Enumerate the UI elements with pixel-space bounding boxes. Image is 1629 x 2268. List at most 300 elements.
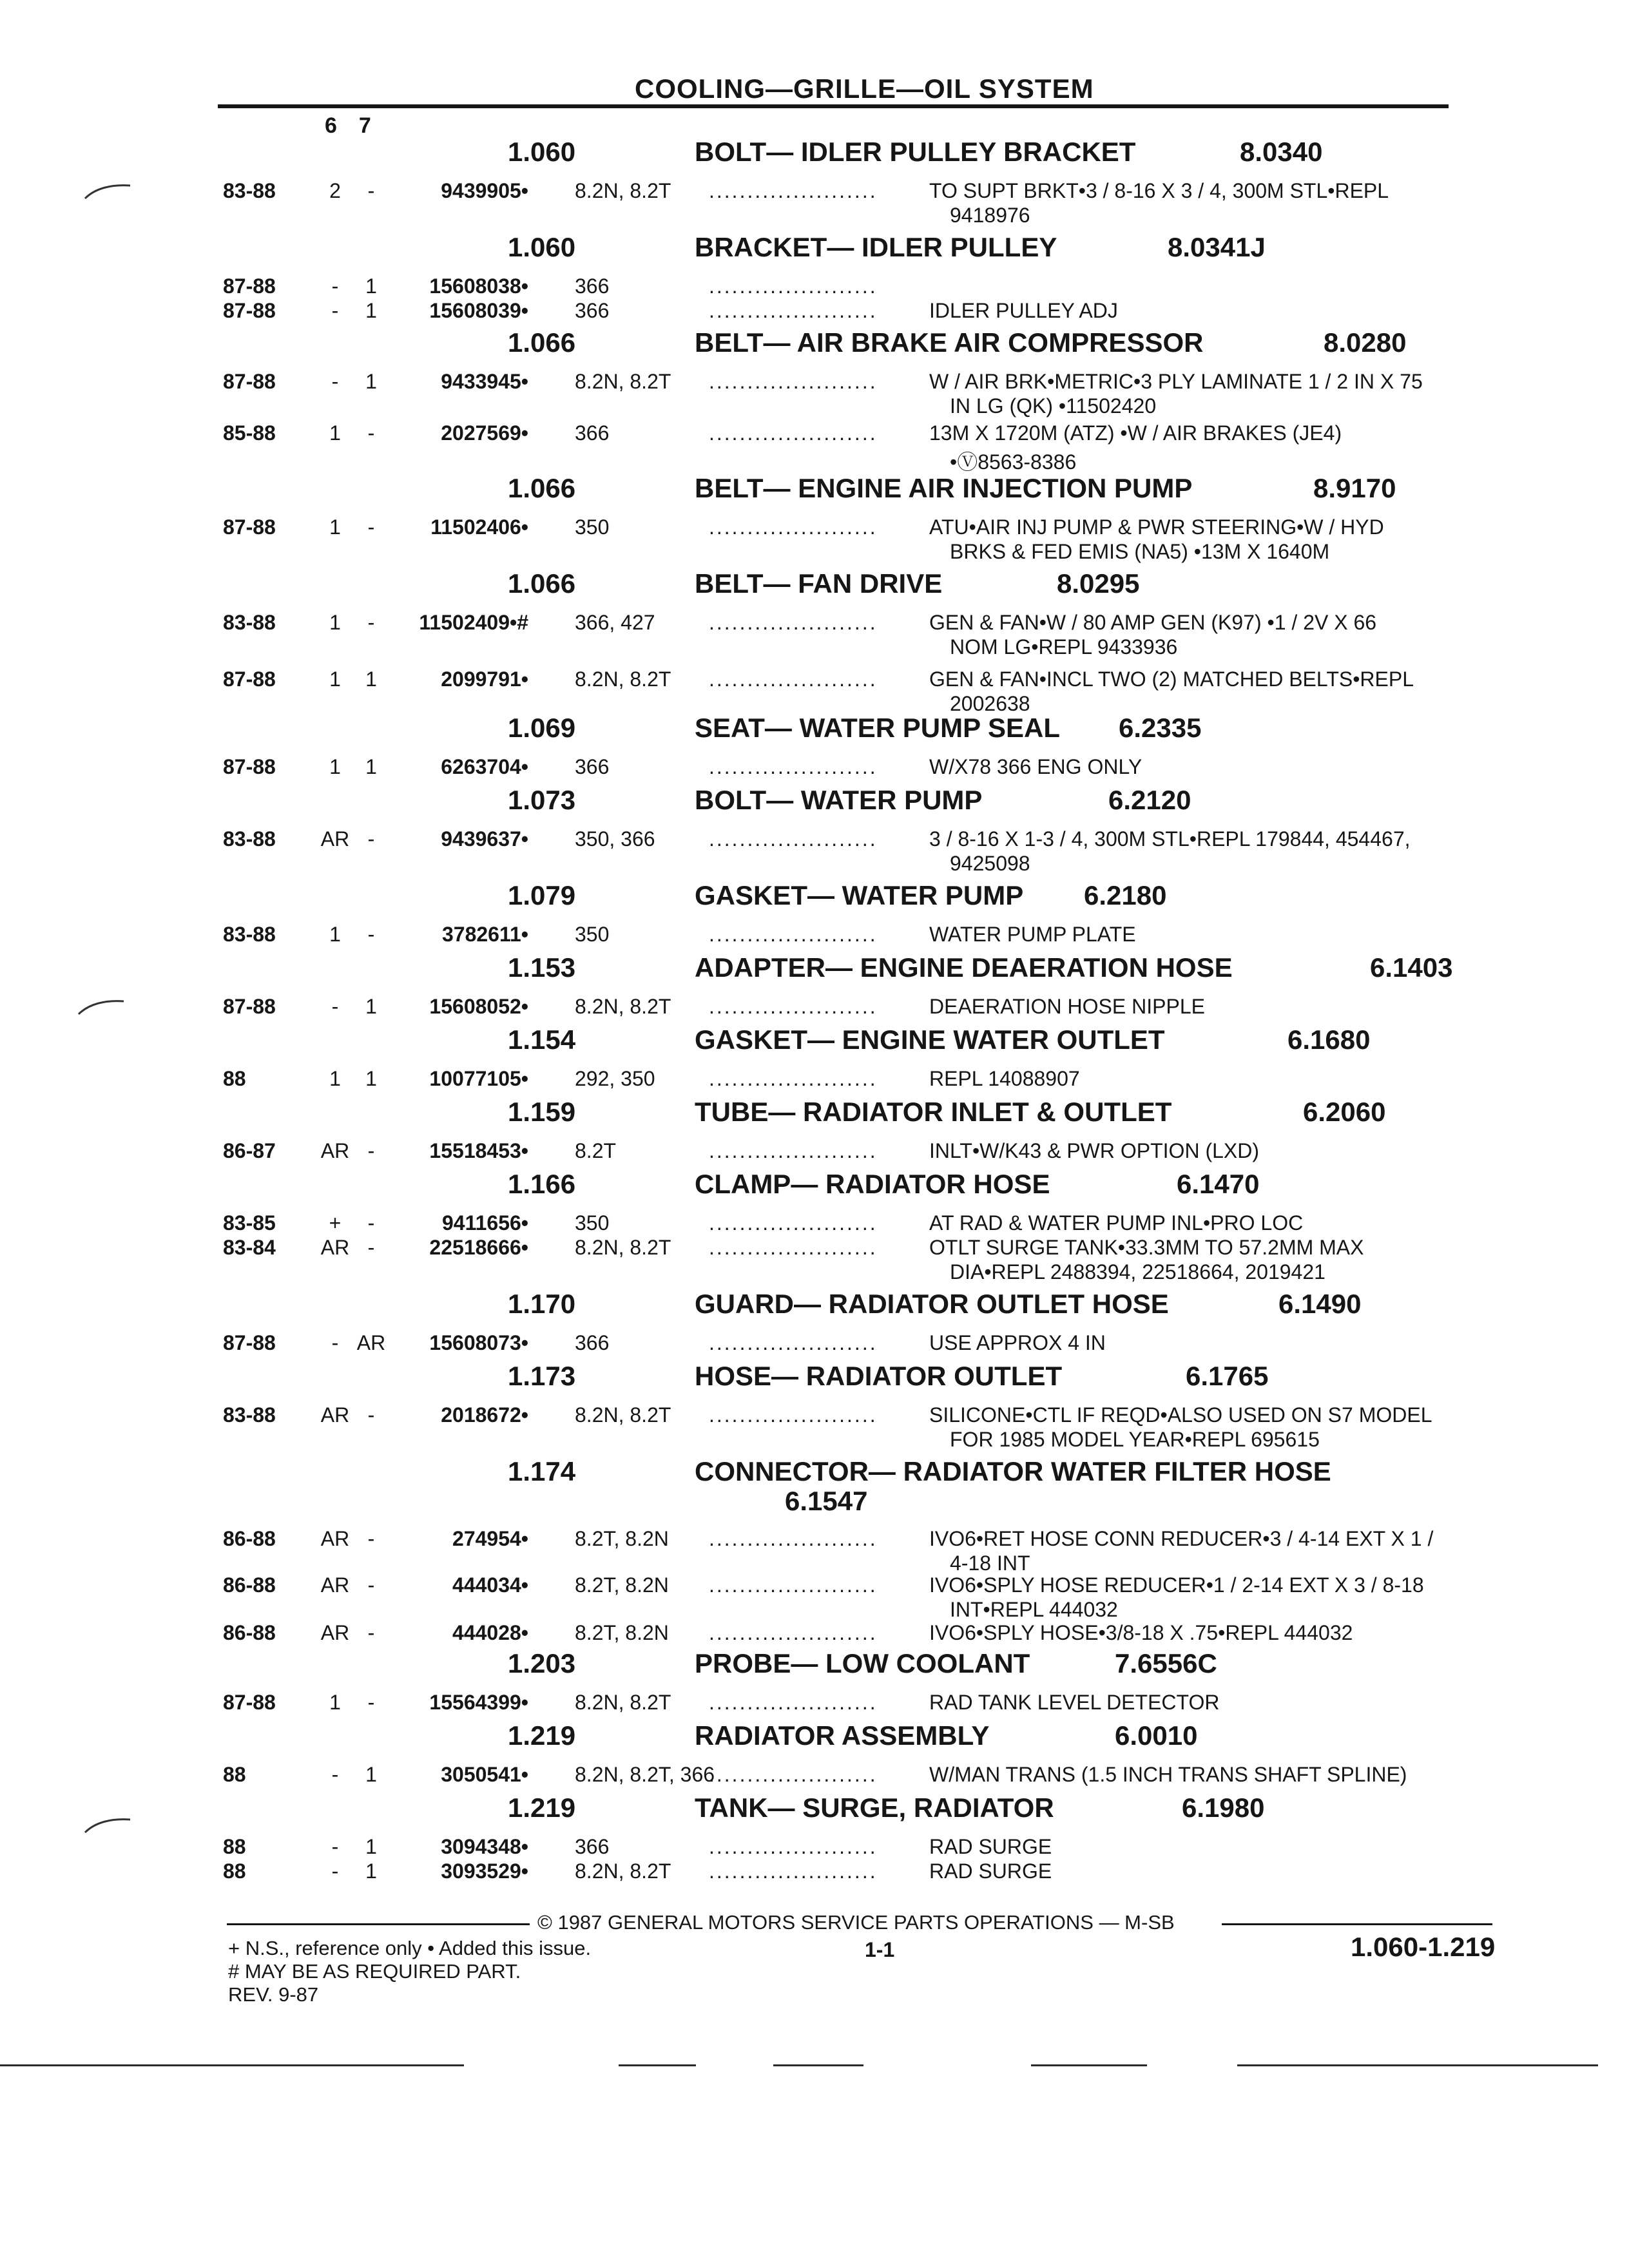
- part-group: [0, 568, 1629, 715]
- part-row: [0, 299, 1629, 323]
- part-number-value: 15518453: [429, 1139, 521, 1162]
- group-title: SEAT— WATER PUMP SEAL: [695, 713, 1061, 743]
- quantity-col-7: 1: [365, 1763, 377, 1786]
- quantity-col-6: 1: [329, 1691, 341, 1714]
- group-ref: 6.1680: [1287, 1024, 1371, 1055]
- part-row: [0, 1331, 1629, 1356]
- group-header: [0, 952, 1629, 986]
- part-number-value: 15564399: [429, 1691, 521, 1714]
- added-bullet: •: [521, 1211, 528, 1235]
- part-row: [0, 668, 1629, 715]
- added-bullet: •: [521, 1763, 528, 1786]
- group-ref: 6.2060: [1303, 1097, 1386, 1127]
- model-years: 83-88: [223, 611, 276, 634]
- leader-dots: ......................: [709, 515, 878, 539]
- quantity-col-6: 1: [329, 755, 341, 778]
- quantity-col-7: 1: [365, 755, 377, 778]
- description: RAD SURGE: [929, 1835, 1052, 1858]
- bottom-rule: [1237, 2064, 1598, 2066]
- part-row: [0, 1236, 1629, 1283]
- description: IVO6•SPLY HOSE REDUCER•1 / 2-14 EXT X 3 / 8-18: [929, 1573, 1424, 1597]
- part-number: [335, 923, 528, 947]
- model-years: 87-88: [223, 1691, 276, 1714]
- application: 366: [575, 421, 610, 445]
- application: 350: [575, 923, 610, 946]
- application: 8.2T: [575, 1139, 617, 1162]
- part-row: [0, 1139, 1629, 1164]
- application: 8.2N, 8.2T: [575, 1860, 671, 1883]
- group-ref: 6.0010: [1115, 1720, 1198, 1751]
- quantity-col-7: -: [367, 421, 375, 445]
- page-title: COOLING—GRILLE—OIL SYSTEM: [635, 73, 1094, 104]
- part-number-value: 3050541: [441, 1763, 521, 1786]
- application: 8.2N, 8.2T: [575, 1236, 671, 1259]
- quantity-col-7: AR: [356, 1331, 386, 1354]
- added-bullet: •: [521, 1527, 528, 1550]
- part-group: [0, 1024, 1629, 1090]
- model-years: 83-88: [223, 827, 276, 850]
- group-code: 1.079: [508, 880, 576, 910]
- part-number: [335, 1236, 528, 1260]
- part-number-value: 9411656: [441, 1211, 521, 1235]
- quantity-col-7: 1: [365, 299, 377, 322]
- description: IVO6•SPLY HOSE•3/8-18 X .75•REPL 444032: [929, 1621, 1353, 1644]
- quantity-col-7: -: [367, 1403, 375, 1427]
- part-group: [0, 1720, 1629, 1786]
- group-title: RADIATOR ASSEMBLY: [695, 1720, 990, 1751]
- part-number-value: 9439637: [441, 827, 521, 850]
- column-number-7: 7: [358, 113, 371, 138]
- copyright: © 1987 GENERAL MOTORS SERVICE PARTS OPERATIONS — M-SB: [537, 1911, 1175, 1934]
- part-number: [335, 668, 528, 691]
- group-ref: 6.2120: [1108, 785, 1191, 815]
- part-row: [0, 1527, 1629, 1575]
- model-years: 88: [223, 1763, 246, 1786]
- quantity-col-6: 1: [329, 923, 341, 946]
- group-title: GASKET— ENGINE WATER OUTLET: [695, 1024, 1165, 1055]
- part-row: [0, 1763, 1629, 1787]
- description-continued: 9418976: [950, 204, 1030, 227]
- quantity-col-6: 1: [329, 1067, 341, 1090]
- model-years: 83-85: [223, 1211, 276, 1235]
- leader-dots: ......................: [709, 1527, 878, 1550]
- leader-dots: ......................: [709, 611, 878, 634]
- quantity-col-6: 2: [329, 179, 341, 202]
- part-number: [335, 1067, 528, 1091]
- group-title: ADAPTER— ENGINE DEAERATION HOSE: [695, 952, 1233, 983]
- group-code: 1.170: [508, 1289, 576, 1319]
- group-title: HOSE— RADIATOR OUTLET: [695, 1361, 1063, 1391]
- added-bullet: •: [521, 515, 528, 539]
- quantity-col-7: 1: [365, 668, 377, 691]
- description: INLT•W/K43 & PWR OPTION (LXD): [929, 1139, 1259, 1162]
- quantity-col-6: AR: [320, 1527, 350, 1550]
- quantity-col-6: 1: [329, 421, 341, 445]
- leader-dots: ......................: [709, 179, 878, 202]
- part-group: [0, 1792, 1629, 1883]
- part-number-value: 11502406: [430, 515, 521, 539]
- leader-dots: ......................: [709, 1691, 878, 1714]
- page-number: 1-1: [865, 1938, 895, 1961]
- part-group: [0, 1456, 1629, 1644]
- quantity-col-6: -: [331, 299, 339, 322]
- quantity-col-6: AR: [320, 827, 350, 850]
- leader-dots: ......................: [709, 668, 878, 691]
- group-title: GUARD— RADIATOR OUTLET HOSE: [695, 1289, 1169, 1319]
- description: 3 / 8-16 X 1-3 / 4, 300M STL•REPL 179844, 454467,: [929, 827, 1411, 850]
- model-years: 83-84: [223, 1236, 276, 1259]
- leader-dots: ......................: [709, 274, 878, 298]
- part-number-value: 9433945: [441, 370, 521, 393]
- leader-dots: ......................: [709, 923, 878, 946]
- quantity-col-6: -: [331, 995, 339, 1018]
- group-header: [0, 1720, 1629, 1754]
- description-continued: 4-18 INT: [950, 1552, 1030, 1575]
- part-group: [0, 327, 1629, 474]
- part-number-value: 3094348: [441, 1835, 521, 1858]
- part-number-value: 444028: [452, 1621, 521, 1644]
- part-row: [0, 827, 1629, 875]
- description-continued: NOM LG•REPL 9433936: [950, 635, 1178, 658]
- group-code: 1.173: [508, 1361, 576, 1391]
- column-number-6: 6: [325, 113, 337, 138]
- quantity-col-7: 1: [365, 1860, 377, 1883]
- added-bullet: •: [521, 923, 528, 946]
- part-number: [335, 755, 528, 779]
- quantity-col-6: AR: [320, 1403, 350, 1427]
- group-ref: 8.0295: [1057, 568, 1140, 599]
- part-number: [335, 1573, 528, 1597]
- group-title: PROBE— LOW COOLANT: [695, 1648, 1030, 1678]
- group-ref: 6.1490: [1278, 1289, 1362, 1319]
- leader-dots: ......................: [709, 1835, 878, 1858]
- group-code: 1.073: [508, 785, 576, 815]
- group-header: [0, 1097, 1629, 1130]
- application: 8.2T, 8.2N: [575, 1621, 669, 1644]
- leader-dots: ......................: [709, 1573, 878, 1597]
- part-number-value: 3782611: [441, 923, 521, 946]
- part-row: [0, 1691, 1629, 1715]
- part-number: [335, 611, 528, 635]
- part-row: [0, 923, 1629, 947]
- part-row: [0, 995, 1629, 1019]
- description: IDLER PULLEY ADJ: [929, 299, 1118, 322]
- model-years: 86-87: [223, 1139, 276, 1162]
- part-number: [335, 1139, 528, 1163]
- group-ref: 6.2180: [1084, 880, 1167, 910]
- group-code: 1.066: [508, 473, 576, 503]
- model-years: 87-88: [223, 1331, 276, 1354]
- group-header: [0, 785, 1629, 818]
- part-number-value: 15608073: [429, 1331, 521, 1354]
- group-code: 1.166: [508, 1169, 576, 1199]
- quantity-col-7: -: [367, 827, 375, 850]
- description-continued: FOR 1985 MODEL YEAR•REPL 695615: [950, 1428, 1320, 1451]
- quantity-col-6: 1: [329, 668, 341, 691]
- part-number: [335, 274, 528, 298]
- part-group: [0, 880, 1629, 946]
- part-number-value: 2018672: [441, 1403, 521, 1427]
- application: 8.2N, 8.2T: [575, 179, 671, 202]
- leader-dots: ......................: [709, 1331, 878, 1354]
- group-ref: 6.2335: [1119, 713, 1202, 743]
- description: IVO6•RET HOSE CONN REDUCER•3 / 4-14 EXT X 1 /: [929, 1527, 1434, 1550]
- description: WATER PUMP PLATE: [929, 923, 1136, 946]
- part-number-value: 15608038: [429, 274, 521, 298]
- bottom-rule: [619, 2064, 696, 2066]
- quantity-col-7: -: [367, 1139, 375, 1162]
- part-number-value: 11502409•#: [419, 611, 528, 634]
- application: 292, 350: [575, 1067, 655, 1090]
- leader-dots: ......................: [709, 1860, 878, 1883]
- quantity-col-6: -: [331, 1835, 339, 1858]
- part-row: [0, 421, 1629, 474]
- group-ref: 7.6556C: [1115, 1648, 1217, 1678]
- quantity-col-7: -: [367, 515, 375, 539]
- description-continued: DIA•REPL 2488394, 22518664, 2019421: [950, 1260, 1325, 1283]
- group-ref: 8.0341J: [1168, 232, 1266, 262]
- quantity-col-6: 1: [329, 611, 341, 634]
- application: 350: [575, 1211, 610, 1235]
- group-header: [0, 713, 1629, 746]
- application: 8.2T, 8.2N: [575, 1527, 669, 1550]
- part-row: [0, 755, 1629, 780]
- group-code: 1.066: [508, 327, 576, 358]
- description: ATU•AIR INJ PUMP & PWR STEERING•W / HYD: [929, 515, 1384, 539]
- description: 13M X 1720M (ATZ) •W / AIR BRAKES (JE4): [929, 421, 1342, 445]
- application: 8.2N, 8.2T: [575, 995, 671, 1018]
- group-header: [0, 327, 1629, 361]
- part-row: [0, 611, 1629, 658]
- page-range: 1.060-1.219: [1351, 1932, 1496, 1962]
- part-number: [335, 1835, 528, 1859]
- part-number: [335, 1527, 528, 1551]
- leader-dots: ......................: [709, 827, 878, 850]
- group-header: [0, 1648, 1629, 1682]
- leader-dots: ......................: [709, 1763, 878, 1786]
- quantity-col-7: 1: [365, 1067, 377, 1090]
- quantity-col-7: 1: [365, 995, 377, 1018]
- part-number-value: 9439905: [441, 179, 521, 202]
- application: 8.2N, 8.2T: [575, 668, 671, 691]
- group-title: CLAMP— RADIATOR HOSE: [695, 1169, 1050, 1199]
- description-continued: INT•REPL 444032: [950, 1598, 1118, 1621]
- part-row: [0, 274, 1629, 299]
- part-number: [335, 299, 528, 323]
- leader-dots: ......................: [709, 421, 878, 445]
- description: OTLT SURGE TANK•33.3MM TO 57.2MM MAX: [929, 1236, 1364, 1259]
- description-continued: BRKS & FED EMIS (NA5) •13M X 1640M: [950, 540, 1330, 563]
- group-ref: 8.9170: [1313, 473, 1396, 503]
- quantity-col-6: -: [331, 1860, 339, 1883]
- part-number: [335, 1691, 528, 1715]
- quantity-col-7: -: [367, 1236, 375, 1259]
- part-row: [0, 1860, 1629, 1884]
- group-ref: 8.0340: [1240, 137, 1323, 167]
- part-row: [0, 1067, 1629, 1091]
- application: 366: [575, 299, 610, 322]
- model-years: 87-88: [223, 515, 276, 539]
- group-header: [0, 1289, 1629, 1322]
- part-number-value: 3093529: [441, 1860, 521, 1883]
- description: SILICONE•CTL IF REQD•ALSO USED ON S7 MODEL: [929, 1403, 1432, 1427]
- part-row: [0, 370, 1629, 418]
- description: W / AIR BRK•METRIC•3 PLY LAMINATE 1 / 2 IN X 75: [929, 370, 1423, 393]
- quantity-col-6: AR: [320, 1573, 350, 1597]
- model-years: 85-88: [223, 421, 276, 445]
- group-header: [0, 1361, 1629, 1394]
- group-code: 1.066: [508, 568, 576, 599]
- part-number: [335, 1621, 528, 1645]
- quantity-col-7: 1: [365, 1835, 377, 1858]
- group-title: BELT— FAN DRIVE: [695, 568, 943, 599]
- group-title: BRACKET— IDLER PULLEY: [695, 232, 1057, 262]
- model-years: 87-88: [223, 299, 276, 322]
- part-number-value: 10077105: [429, 1067, 521, 1090]
- leader-dots: ......................: [709, 1236, 878, 1259]
- leader-dots: ......................: [709, 1621, 878, 1644]
- application: 8.2N, 8.2T: [575, 370, 671, 393]
- group-header: [0, 137, 1629, 170]
- quantity-col-7: 1: [365, 370, 377, 393]
- description-continued: 9425098: [950, 852, 1030, 875]
- application: 8.2N, 8.2T, 366: [575, 1763, 715, 1786]
- leader-dots: ......................: [709, 370, 878, 393]
- group-title: BOLT— WATER PUMP: [695, 785, 983, 815]
- leader-dots: ......................: [709, 1139, 878, 1162]
- added-bullet: •: [521, 274, 528, 298]
- model-years: 83-88: [223, 179, 276, 202]
- group-header: [0, 473, 1629, 506]
- description-continued: •Ⓥ8563-8386: [950, 450, 1077, 474]
- quantity-col-7: -: [367, 179, 375, 202]
- added-bullet: •: [521, 179, 528, 202]
- leader-dots: ......................: [709, 1403, 878, 1427]
- added-bullet: •: [521, 1236, 528, 1259]
- footer-rule-left: [227, 1923, 530, 1925]
- group-ref: 6.1980: [1182, 1792, 1265, 1823]
- model-years: 87-88: [223, 755, 276, 778]
- description: USE APPROX 4 IN: [929, 1331, 1106, 1354]
- group-ref: 8.0280: [1324, 327, 1407, 358]
- added-bullet: •: [521, 668, 528, 691]
- part-number-value: 22518666: [429, 1236, 521, 1259]
- quantity-col-6: AR: [320, 1236, 350, 1259]
- model-years: 88: [223, 1835, 246, 1858]
- quantity-col-7: -: [367, 1621, 375, 1644]
- quantity-col-6: -: [331, 370, 339, 393]
- added-bullet: •: [521, 995, 528, 1018]
- description: GEN & FAN•INCL TWO (2) MATCHED BELTS•REPL: [929, 668, 1414, 691]
- quantity-col-7: -: [367, 1527, 375, 1550]
- leader-dots: ......................: [709, 995, 878, 1018]
- part-number: [335, 1860, 528, 1883]
- quantity-col-6: -: [331, 1331, 339, 1354]
- part-number: [335, 995, 528, 1019]
- group-code: 1.153: [508, 952, 576, 983]
- part-number: [335, 370, 528, 394]
- group-code: 1.159: [508, 1097, 576, 1127]
- group-code: 1.060: [508, 137, 576, 167]
- added-bullet: •: [521, 1403, 528, 1427]
- application: 350, 366: [575, 827, 655, 850]
- part-number: [335, 827, 528, 851]
- description-continued: IN LG (QK) •11502420: [950, 394, 1157, 418]
- model-years: 87-88: [223, 274, 276, 298]
- description: RAD SURGE: [929, 1860, 1052, 1883]
- leader-dots: ......................: [709, 299, 878, 322]
- model-years: 86-88: [223, 1621, 276, 1644]
- part-number-value: 2099791: [441, 668, 521, 691]
- revision: REV. 9-87: [228, 1983, 319, 2006]
- model-years: 83-88: [223, 1403, 276, 1427]
- description: REPL 14088907: [929, 1067, 1080, 1090]
- quantity-col-7: 1: [365, 274, 377, 298]
- bottom-rule: [1031, 2064, 1147, 2066]
- group-title: TANK— SURGE, RADIATOR: [695, 1792, 1054, 1823]
- part-number-value: 15608039: [429, 299, 521, 322]
- group-ref: 6.1765: [1186, 1361, 1269, 1391]
- group-code: 1.219: [508, 1720, 576, 1751]
- quantity-col-7: -: [367, 923, 375, 946]
- model-years: 86-88: [223, 1527, 276, 1550]
- added-bullet: •: [521, 1860, 528, 1883]
- model-years: 88: [223, 1860, 246, 1883]
- part-row: [0, 1835, 1629, 1860]
- group-title: GASKET— WATER PUMP: [695, 880, 1024, 910]
- model-years: 83-88: [223, 923, 276, 946]
- group-ref: 6.1403: [1370, 952, 1453, 983]
- group-title: BELT— ENGINE AIR INJECTION PUMP: [695, 473, 1193, 503]
- added-bullet: •: [521, 755, 528, 778]
- added-bullet: •: [521, 1573, 528, 1597]
- added-bullet: •: [521, 1621, 528, 1644]
- model-years: 87-88: [223, 370, 276, 393]
- added-bullet: •: [521, 299, 528, 322]
- part-number: [335, 1211, 528, 1235]
- group-code: 1.203: [508, 1648, 576, 1678]
- part-number: [335, 1331, 528, 1355]
- added-bullet: •: [521, 1331, 528, 1354]
- part-group: [0, 473, 1629, 563]
- footnote-as-required: # MAY BE AS REQUIRED PART.: [228, 1960, 521, 1983]
- group-code: 1.060: [508, 232, 576, 262]
- description-continued: 2002638: [950, 692, 1030, 715]
- quantity-col-6: +: [329, 1211, 342, 1235]
- group-title: BELT— AIR BRAKE AIR COMPRESSOR: [695, 327, 1204, 358]
- part-row: [0, 1211, 1629, 1236]
- added-bullet: •: [521, 1067, 528, 1090]
- added-bullet: •: [521, 1139, 528, 1162]
- model-years: 87-88: [223, 995, 276, 1018]
- application: 366: [575, 1835, 610, 1858]
- part-row: [0, 1403, 1629, 1451]
- leader-dots: ......................: [709, 1211, 878, 1235]
- bottom-rule: [773, 2064, 863, 2066]
- description: W/MAN TRANS (1.5 INCH TRANS SHAFT SPLINE): [929, 1763, 1407, 1786]
- application: 8.2T, 8.2N: [575, 1573, 669, 1597]
- quantity-col-6: 1: [329, 515, 341, 539]
- bottom-rule: [0, 2064, 464, 2066]
- model-years: 88: [223, 1067, 246, 1090]
- group-header: [0, 880, 1629, 914]
- added-bullet: •: [521, 827, 528, 850]
- application: 8.2N, 8.2T: [575, 1691, 671, 1714]
- leader-dots: ......................: [709, 1067, 878, 1090]
- part-row: [0, 1621, 1629, 1646]
- added-bullet: •: [521, 421, 528, 445]
- part-number-value: 2027569: [441, 421, 521, 445]
